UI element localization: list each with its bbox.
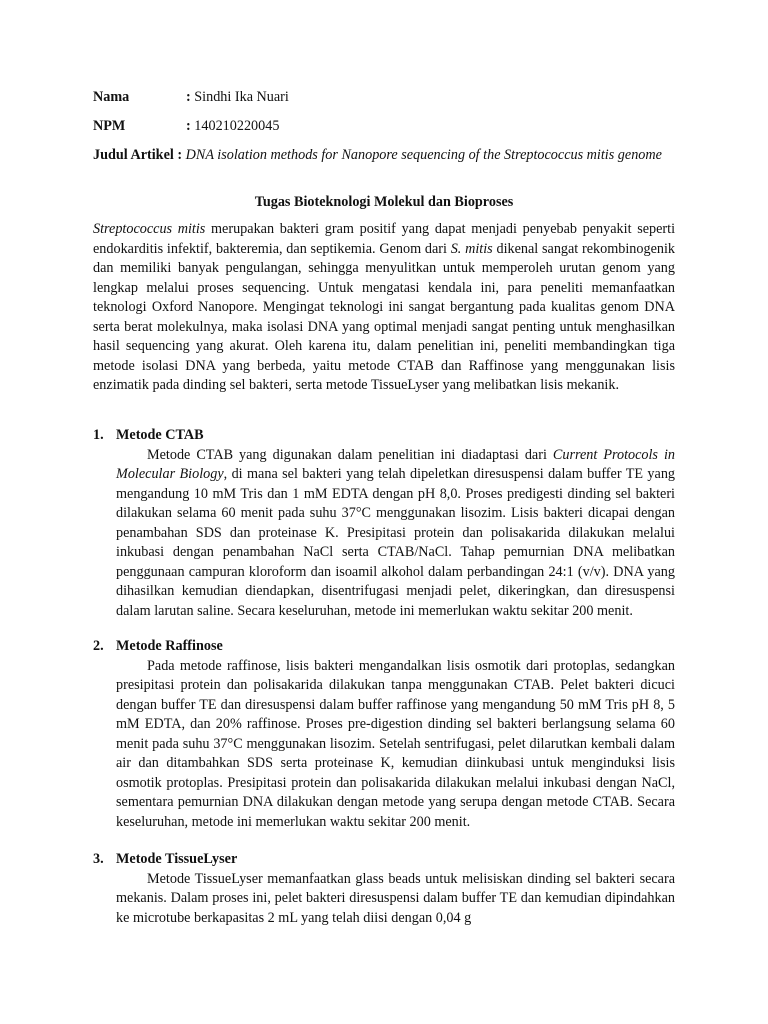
judul-colon: : — [177, 147, 183, 163]
meta-nama-row — [93, 88, 289, 108]
document-heading: Tugas Bioteknologi Molekul dan Bioproses — [254, 194, 514, 210]
nama-value: Sindhi Ika Nuari — [194, 89, 289, 105]
section-tissuelyser-title-row — [93, 850, 675, 870]
intro-species-italic: Streptococcus mitis — [93, 221, 206, 237]
section-ctab-italic: Current Protocols in Molecular Biology — [116, 446, 675, 482]
section-raffinose-number: 2. — [93, 638, 104, 654]
section-ctab-title: Metode CTAB — [116, 427, 204, 443]
section-raffinose-title-row — [93, 637, 675, 657]
section-tissuelyser-number: 3. — [93, 851, 104, 867]
section-ctab-body — [116, 446, 675, 622]
meta-npm-row — [93, 117, 279, 137]
intro-paragraph — [93, 220, 675, 396]
section-raffinose-body: Pada metode raffinose, lisis bakteri mengandalkan lisis osmotik dari protoplas, sedangkan presipitasi protein dan polisakarida dilakukan tanpa menggunakan CTAB. Pelet bakteri dicuci dengan buffer TE dan diresuspensi dalam buffer raffinose yang mengandung 50 mM Tris pH 8, 5 mM EDTA, dan 20% raffinose. Proses pre-digestion dinding sel bakteri berlangsung selama 60 menit pada suhu 37°C menggunakan lisozim. Setelah sentrifugasi, pelet dilarutkan kembali dalam air dan ditambahkan SDS serta proteinase K, kemudian diinkubasi untuk menginduksi lisis osmotik protoplas. Presipitasi protein dan polisakarida dilakukan melalui inkubasi dengan NaCl, sementara pemurnian DNA dilakukan dengan metode yang serupa dengan metode CTAB. Secara keseluruhan, metode ini memerlukan waktu sekitar 200 menit. — [116, 657, 675, 830]
section-tissuelyser — [93, 850, 675, 928]
section-raffinose — [93, 637, 675, 832]
section-raffinose-title: Metode Raffinose — [116, 638, 223, 654]
judul-value: DNA isolation methods for Nanopore sequencing of the Streptococcus mitis genome — [185, 147, 662, 163]
section-tissuelyser-title: Metode TissueLyser — [116, 851, 238, 867]
nama-colon: : — [186, 89, 191, 105]
section-ctab-title-row — [93, 426, 675, 446]
intro-text-1: merupakan bakteri gram positif yang dapat menjadi penyebab penyakit seperti endokarditis infektif, bakteremia, dan septikemia. Genom dari — [93, 221, 676, 257]
npm-colon: : — [186, 118, 191, 134]
section-ctab — [93, 426, 675, 621]
section-ctab-number: 1. — [93, 427, 104, 443]
meta-judul-row — [93, 146, 675, 166]
section-ctab-text-b: , di mana sel bakteri yang telah dipeletkan diresuspensi dalam buffer TE yang mengandung 10 mM Tris dan 1 mM EDTA dengan pH 8,0. Proses predigesti dinding sel bakteri dilakukan selama 60 menit pada suhu 37°C menggunakan lisozim. Lisis bakteri dicapai dengan penambahan SDS dan proteinase K. Presipitasi protein dan polisakarida dilakukan melalui inkubasi dengan penambahan NaCl serta CTAB/NaCl. Tahap pemurnian DNA melibatkan penggunaan campuran kloroform dan isoamil alkohol dalam perbandingan 24:1 (v/v). DNA yang dihasilkan kemudian diendapkan, disentrifugasi menjadi pelet, dikeringkan, dan diresuspensi dalam larutan saline. Secara keseluruhan, metode ini memerlukan waktu sekitar 200 menit. — [116, 466, 676, 619]
section-ctab-text-a: Metode CTAB yang digunakan dalam penelitian ini diadaptasi dari — [147, 446, 553, 463]
intro-text-2: dikenal sangat rekombinogenik dan memiliki banyak pengulangan, sehingga menyulitkan untuk memperoleh urutan genom yang lengkap melalui proses sequencing. Untuk mengatasi kendala ini, para peneliti memanfaatkan teknologi Oxford Nanopore. Mengingat teknologi ini sangat bergantung pada kualitas genom DNA serta berat molekulnya, maka isolasi DNA yang optimal menjadi sangat penting untuk menghasilkan hasil sequencing yang akurat. Oleh karena itu, dalam penelitian ini, peneliti membandingkan tiga metode isolasi DNA yang berbeda, yaitu metode CTAB dan Raffinose yang menggunakan lisis enzimatik pada dinding sel bakteri, serta metode TissueLyser yang melibatkan lisis mekanik. — [93, 240, 675, 393]
intro-species-short-italic: S. mitis — [450, 240, 493, 257]
judul-label: Judul Artikel — [93, 147, 174, 163]
nama-label: Nama — [93, 89, 130, 105]
npm-label: NPM — [93, 118, 126, 134]
section-tissuelyser-body: Metode TissueLyser memanfaatkan glass beads untuk melisiskan dinding sel bakteri secara mekanis. Dalam proses ini, pelet bakteri diresuspensi dalam buffer TE dan kemudian dipindahkan ke microtube berkapasitas 2 mL yang telah diisi dengan 0,04 g — [116, 870, 675, 926]
npm-value: 140210220045 — [194, 118, 280, 134]
